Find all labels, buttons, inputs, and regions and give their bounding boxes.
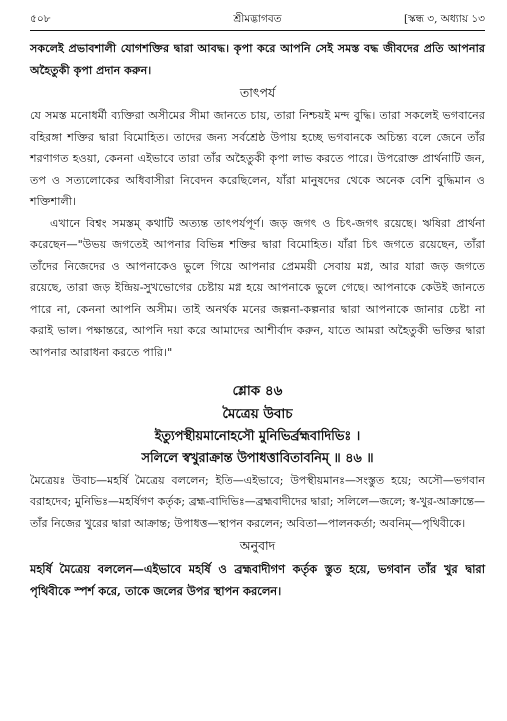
purport-paragraph-2: এখানে বিশ্বং সমস্তম্ কথাটি অত্যন্ত তাৎপর্যপূর্ণ। জড় জগৎ ও চিৎ-জগৎ রয়েছে। ঋষিরা প্রার্থনা করেছেন—"উভয় জগতেই আপনার বিভিন্ন শক্তির দ্বারা বিমোহিত। যাঁরা চিৎ জগতে রয়েছেন, তাঁরা তাঁদের নিজেদের ও আপনাকেও ভুলে গিয়ে আপনার প্রেমময়ী সেবায় মগ্ন, আর যারা জড় জগতে রয়েছে, তারা জড় ইন্দ্রিয়-সুখভোগের চেষ্টায় মগ্ন হয়ে আপনাকে ভুলে গেছে। আপনাকে কেউই জানতে পারে না, কেননা আপনি অসীম। তাই অনর্থক মনের জল্পনা-কল্পনার দ্বারা আপনাকে জানার চেষ্টা না করাই ভাল। পক্ষান্তরে, আপনি দয়া করে আমাদের আশীর্বাদ করুন, যাতে আমরা অহৈতুকী ভক্তির দ্বারা আপনার আরাধনা করতে পারি।" <box>30 216 485 359</box>
translation-heading: অনুবাদ <box>239 537 276 553</box>
verse-line-2: সলিলে স্বখুরাক্রান্ত উপাধত্তাবিতাবনিম্ ॥ ৪৬ ॥ <box>141 451 374 466</box>
synonyms-paragraph: মৈত্রেয়ঃ উবাচ—মহর্ষি মৈত্রেয় বললেন; ইতি—এইভাবে; উপস্থীয়মানঃ—সংস্তুত হয়ে; অসৌ—ভগবান বরাহদেব; মুনিভিঃ—মহর্ষিগণ কর্তৃক; ব্রহ্ম-বাদিভিঃ—ব্রহ্মবাদীদের দ্বারা; সলিলে—জলে; স্ব-খুর-আক্রান্তে—তাঁর নিজের খুরের দ্বারা আক্রান্ত; উপাধত্ত—স্থাপন করলেন; অবিতা—পালনকর্তা; অবনিম্—পৃথিবীকে। <box>30 474 485 530</box>
header-rule <box>30 30 485 31</box>
top-text: সকলেই প্রভাবশালী যোগশক্তির দ্বারা আবদ্ধ। কৃপা করে আপনি সেই সমস্ত বদ্ধ জীবদের প্রতি আপনার অহৈতুকী কৃপা প্রদান করুন। <box>30 41 485 77</box>
verse-speaker: মৈত্রেয় উবাচ <box>222 406 293 422</box>
verse-number: শ্লোক ৪৬ <box>232 383 283 399</box>
page-number: ৫০৮ <box>30 13 51 25</box>
page-header <box>30 12 485 30</box>
purport-paragraph-1: যে সমস্ত মনোধর্মী ব্যক্তিরা অসীমের সীমা জানতে চায়, তারা নিশ্চয়ই মন্দ বুদ্ধি। তারা সকলেই ভগবানের বহিরঙ্গা শক্তির দ্বারা বিমোহিত। তাদের জন্য সর্বশ্রেষ্ঠ উপায় হচ্ছে ভগবানকে অচিন্ত্য বলে জেনে তাঁর শরণাগত হওয়া, কেননা এইভাবে তারা তাঁর অহৈতুকী কৃপা লাভ করতে পারে। উপরোক্ত প্রার্থনাটি জন, তপ ও সত্যলোকের অধিবাসীরা নিবেদন করেছিলেন, যাঁরা মানুষদের থেকে অনেক বেশি বুদ্ধিমান ও শক্তিশালী। <box>30 109 485 208</box>
purport-heading: তাৎপর্য <box>239 85 276 100</box>
page-content <box>30 38 485 602</box>
book-title: শ্রীমদ্ভাগবত <box>233 13 282 25</box>
spacer <box>30 363 485 379</box>
translation-paragraph: মহর্ষি মৈত্রেয় বললেন—এইভাবে মহর্ষি ও ব্রহ্মবাদীগণ কর্তৃক স্তুত হয়ে, ভগবান তাঁর খুর দ্বারা পৃথিবীকে স্পর্শ করে, তাকে জলের উপর স্থাপন করলেন। <box>30 561 485 598</box>
verse-line-1: ইত্যুপস্থীয়মানোহসৌ মুনিভির্ব্রহ্মবাদিভিঃ । <box>154 429 361 444</box>
section-label: [স্কন্ধ ৩, অধ্যায় ১৩ <box>403 13 485 25</box>
